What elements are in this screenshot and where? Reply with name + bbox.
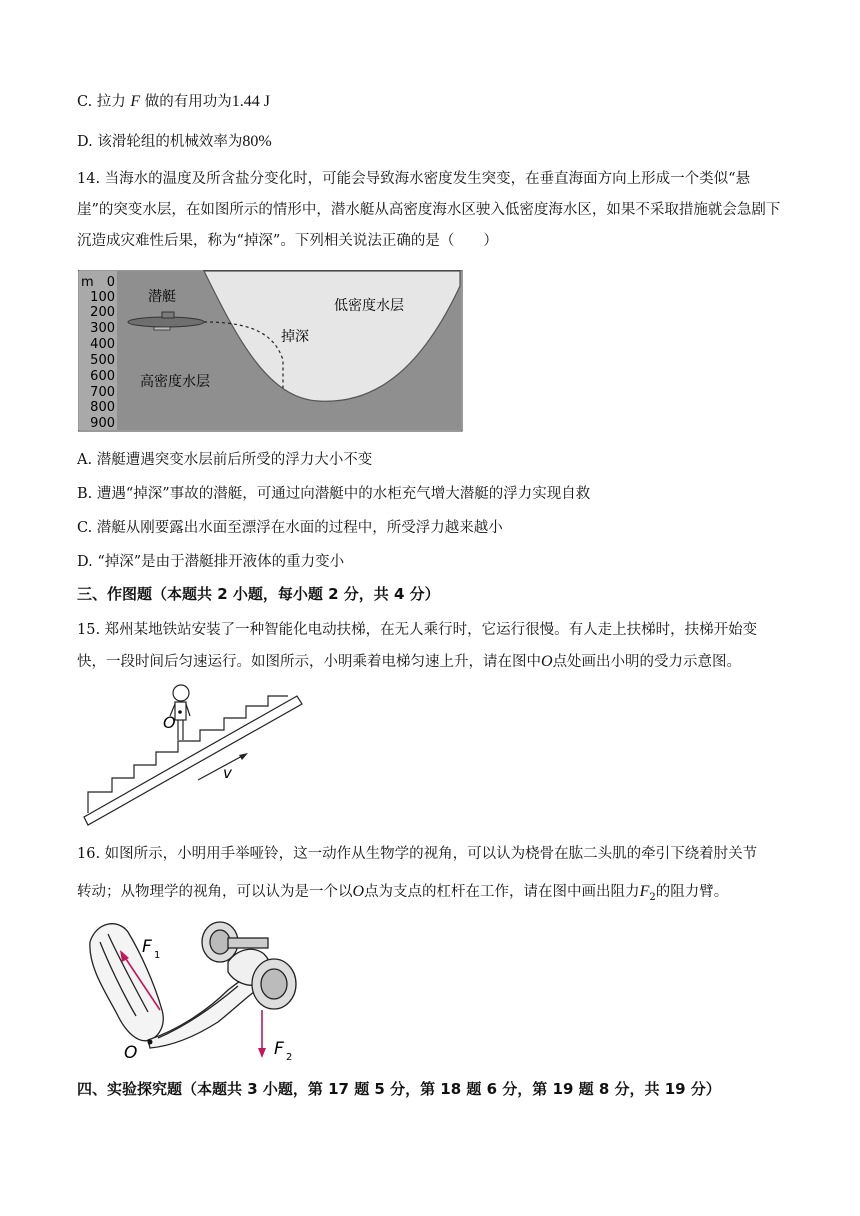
q16-stem-pre: 转动；从物理学的视角，可以认为是一个以 (77, 884, 353, 900)
depth-400: 400 (90, 337, 115, 352)
label-low-density: 低密度水层 (334, 298, 404, 314)
f2-arrowhead (258, 1048, 266, 1058)
q14-option-d: D. “掉深”是由于潜艇排开液体的重力变小 (77, 554, 345, 570)
depth-700: 700 (90, 385, 115, 400)
label-f2: F (274, 1039, 284, 1059)
q14-option-a: A. 潜艇遭遇突变水层前后所受的浮力大小不变 (77, 452, 373, 468)
label-high-density: 高密度水层 (140, 374, 210, 390)
depth-900: 900 (90, 416, 115, 431)
label-v: v (223, 764, 232, 782)
q14-option-b: B. 遭遇“掉深”事故的潜艇，可通过向潜艇中的水柜充气增大潜艇的浮力实现自救 (77, 486, 591, 502)
velocity-arrowhead (239, 753, 248, 760)
q13-c-mid: 做的有用功为 (144, 94, 232, 110)
label-f2-sub: 2 (286, 1052, 293, 1062)
q15-escalator-figure (78, 680, 308, 830)
q13-c-value: 1.44 J (231, 93, 271, 110)
section-3-heading: 三、作图题（本题共 2 小题，每小题 2 分，共 4 分） (77, 585, 440, 603)
upper-arm (90, 924, 163, 1041)
depth-0: 0 (106, 275, 115, 290)
q13-option-c (77, 90, 270, 111)
q14-option-c: C. 潜艇从刚要露出水面至漂浮在水面的过程中，所受浮力越来越小 (77, 520, 503, 536)
axis-unit: m (81, 275, 94, 290)
depth-300: 300 (90, 321, 115, 336)
escalator-rail (84, 696, 302, 825)
q16-stem-sub: 2 (649, 891, 656, 903)
q13-option-d (77, 130, 272, 151)
point-o (178, 710, 182, 714)
q16-stem-line1: 16. 如图所示，小明用手举哑铃，这一动作从生物学的视角，可以认为桡骨在肱二头肌的牵引下绕着肘关节 (77, 846, 758, 862)
pivot-o (148, 1040, 153, 1045)
q15-stem-line2 (77, 650, 741, 671)
q16-arm-figure (78, 912, 303, 1062)
depth-500: 500 (90, 353, 115, 368)
q15-stem-pre: 快，一段时间后匀速运行。如图所示，小明乘着电梯匀速上升，请在图中 (77, 654, 541, 670)
q13-d-value: 80% (242, 133, 272, 150)
q16-stem-var: O (352, 883, 365, 900)
depth-600: 600 (90, 369, 115, 384)
q16-stem-line2 (77, 880, 728, 903)
label-drop: 掉深 (281, 329, 309, 345)
q15-stem-line1: 15. 郑州某地铁站安装了一种智能化电动扶梯，在无人乘行时，它运行很慢。有人走上扶梯时，扶梯开始变 (77, 622, 758, 638)
depth-200: 200 (90, 305, 115, 320)
section-4-heading: 四、实验探究题（本题共 3 小题，第 17 题 5 分，第 18 题 6 分，第 19 题 8 分，共 19 分） (77, 1080, 721, 1098)
label-o-pivot: O (124, 1043, 138, 1062)
depth-800: 800 (90, 400, 115, 415)
depth-100: 100 (90, 290, 115, 305)
q13-c-var: F (130, 93, 141, 110)
q14-density-figure (78, 270, 463, 432)
escalator-steps (88, 696, 288, 813)
q15-stem-post: 点处画出小明的受力示意图。 (552, 654, 742, 670)
label-o: O (163, 713, 176, 732)
label-f1-sub: 1 (154, 950, 161, 961)
label-submarine: 潜艇 (148, 289, 176, 305)
q13-c-text: C. 拉力 (77, 94, 126, 110)
label-f1: F (142, 937, 152, 957)
q14-stem: 14. 当海水的温度及所含盐分变化时，可能会导致海水密度发生突变，在垂直海面方向上形成一个类似“悬崖”的突变水层，在如图所示的情形中，潜水艇从高密度海水区驶入低密度海水区，如果不采取措施就会急剧下沉造成灾难性后果，称为“掉深”。下列相关说法正确的是（ ） (77, 171, 781, 249)
q16-stem-post: 的阻力臂。 (655, 884, 729, 900)
q16-stem-mid: 点为支点的杠杆在工作，请在图中画出阻力 (364, 884, 640, 900)
q16-stem-F: F (639, 883, 650, 900)
q15-stem-var: O (541, 653, 553, 670)
q13-d-text: D. 该滑轮组的机械效率为 (77, 134, 243, 150)
depth-tick-labels (90, 275, 115, 431)
